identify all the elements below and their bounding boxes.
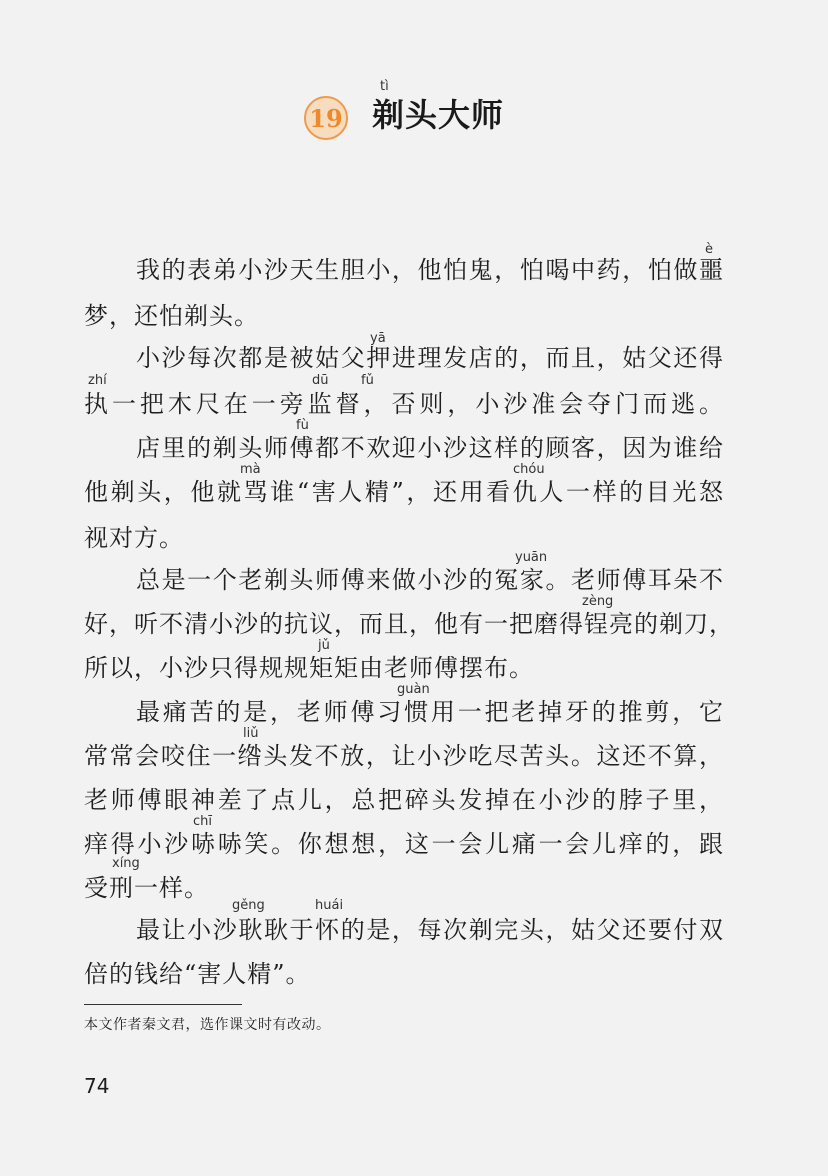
text-line: 店里的剃头师傅都不欢迎小沙这样的顾客，因为谁给 [136, 434, 724, 462]
text-line: 执一把木尺在一旁监督，否则，小沙准会夺门而逃。 [84, 390, 724, 418]
pinyin: guàn [397, 682, 430, 697]
text-line: 痒得小沙哧哧笑。你想想，这一会儿痛一会儿痒的，跟 [84, 830, 724, 858]
title-pinyin: tì [380, 79, 389, 94]
lesson-number-badge: 19 [304, 96, 348, 140]
text-line: 所以，小沙只得规规矩矩由老师傅摆布。 [84, 654, 534, 682]
pinyin: jǔ [318, 638, 330, 653]
text-line: 常常会咬住一绺头发不放，让小沙吃尽苦头。这还不算， [84, 742, 724, 770]
pinyin: chóu [513, 462, 545, 477]
text-line: 老师傅眼神差了点儿，总把碎头发掉在小沙的脖子里， [84, 786, 724, 814]
pinyin: chī [193, 814, 212, 829]
page-number: 74 [84, 1074, 110, 1098]
pinyin: fǔ [361, 373, 374, 388]
pinyin: zèng [582, 594, 614, 609]
footnote: 本文作者秦文君，选作课文时有改动。 [84, 1017, 331, 1033]
text-line: 最让小沙耿耿于怀的是，每次剃完头，姑父还要付双 [136, 916, 724, 944]
pinyin: mà [240, 462, 261, 477]
pinyin: zhí [88, 373, 107, 388]
text-line: 倍的钱给“害人精”。 [84, 960, 311, 988]
pinyin: dū [312, 373, 329, 388]
text-line: 我的表弟小沙天生胆小，他怕鬼，怕喝中药，怕做噩 [136, 256, 724, 284]
pinyin: gěng [232, 898, 265, 913]
lesson-title: 剃头大师 [372, 96, 505, 134]
pinyin: yuān [515, 550, 548, 565]
pinyin: yā [370, 331, 386, 346]
text-line: 总是一个老剃头师傅来做小沙的冤家。老师傅耳朵不 [136, 566, 724, 594]
text-line: 受刑一样。 [84, 874, 209, 902]
text-line: 梦，还怕剃头。 [84, 302, 259, 330]
text-line: 他剃头，他就骂谁“害人精”，还用看仇人一样的目光怒 [84, 478, 724, 506]
text-line: 好，听不清小沙的抗议，而且，他有一把磨得锃亮的剃刀， [84, 610, 734, 638]
pinyin: huái [315, 898, 344, 913]
footnote-divider [84, 1004, 242, 1005]
text-line: 视对方。 [84, 524, 184, 552]
text-line: 最痛苦的是，老师傅习惯用一把老掉牙的推剪，它 [136, 698, 724, 726]
pinyin: fù [296, 418, 309, 433]
text-line: 小沙每次都是被姑父押进理发店的，而且，姑父还得 [136, 344, 724, 372]
pinyin: xíng [112, 856, 140, 871]
pinyin: liǔ [243, 726, 259, 741]
pinyin: è [705, 242, 713, 257]
